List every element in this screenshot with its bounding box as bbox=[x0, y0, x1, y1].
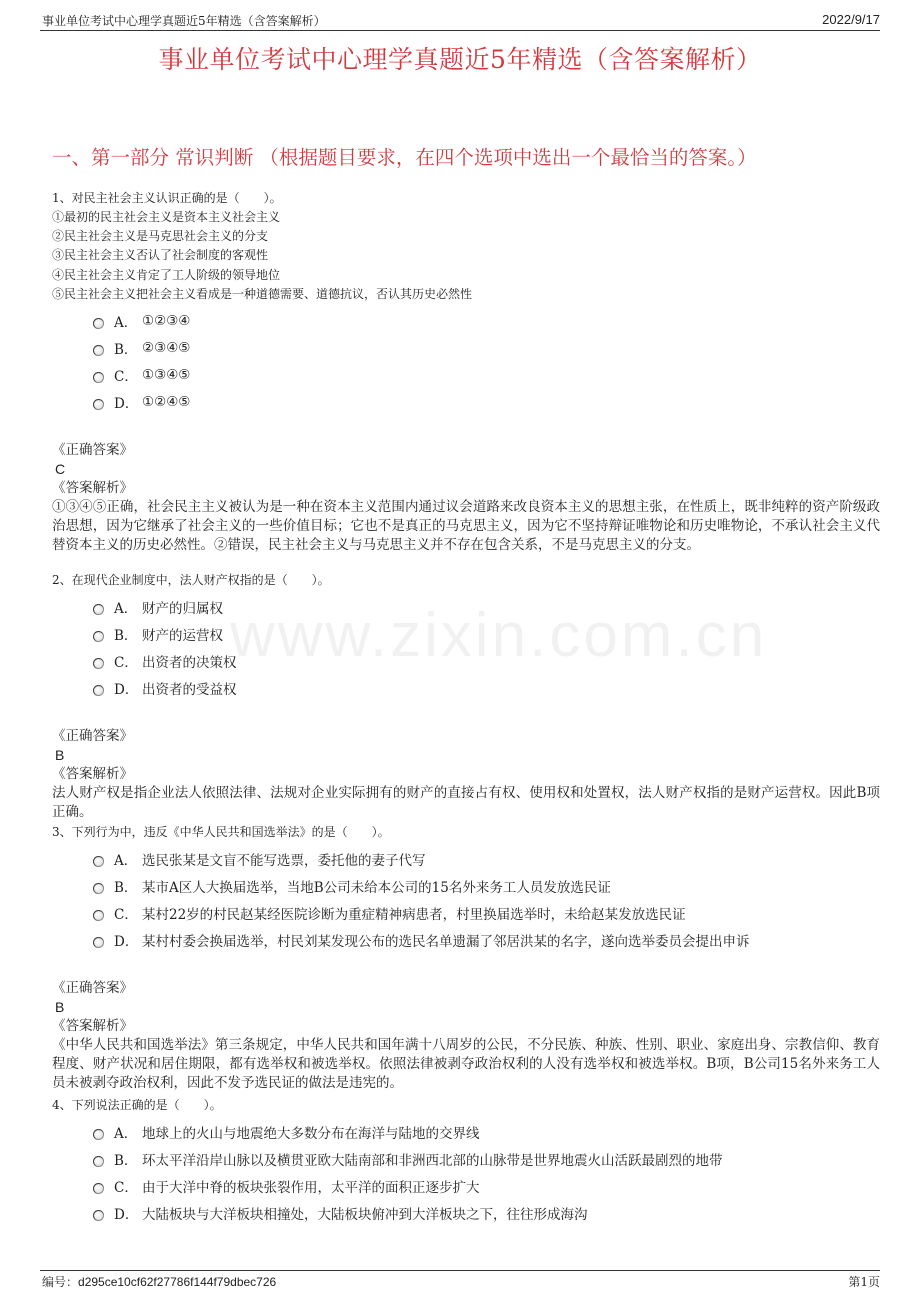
option-c[interactable] bbox=[52, 1172, 880, 1199]
option-text: ②③④⑤ bbox=[142, 339, 191, 356]
statement-item: ①最初的民主社会主义是资本主义社会主义 bbox=[52, 210, 281, 224]
statement-item: ④民主社会主义肯定了工人阶级的领导地位 bbox=[52, 267, 281, 282]
option-text: 选民张某是文盲不能写选票，委托他的妻子代写 bbox=[142, 852, 426, 869]
option-text: 大陆板块与大洋板块相撞处，大陆板块俯冲到大洋板块之下，往往形成海沟 bbox=[142, 1206, 588, 1223]
option-text: ①③④⑤ bbox=[142, 366, 191, 383]
option-letter: C． bbox=[114, 654, 138, 671]
radio-button[interactable] bbox=[93, 685, 104, 696]
option-text: 某村村委会换届选举，村民刘某发现公布的选民名单遗漏了邻居洪某的名字，遂向选举委员会提出申诉 bbox=[142, 933, 750, 950]
statement-item: ⑤民主社会主义把社会主义看成是一种道德需要、道德抗议，否认其历史必然性 bbox=[52, 286, 473, 301]
option-letter: B． bbox=[114, 627, 138, 644]
answer-label: 《正确答案》 bbox=[52, 442, 133, 459]
question-stem: 4、下列说法正确的是（ ）。 bbox=[52, 1098, 222, 1112]
option-c[interactable] bbox=[52, 647, 880, 674]
radio-button[interactable] bbox=[93, 631, 104, 642]
option-letter: A． bbox=[114, 852, 138, 869]
option-text: 某村22岁的村民赵某经医院诊断为重症精神病患者，村里换届选举时，未给赵某发放选民证 bbox=[142, 906, 686, 923]
option-text: 出资者的决策权 bbox=[142, 654, 237, 671]
option-letter: B． bbox=[114, 1152, 138, 1169]
option-letter: C． bbox=[114, 906, 138, 923]
option-c[interactable] bbox=[52, 361, 880, 388]
radio-button[interactable] bbox=[93, 910, 104, 921]
option-list bbox=[52, 1118, 880, 1226]
option-text: ①②④⑤ bbox=[142, 393, 191, 410]
answer-label: 《正确答案》 bbox=[52, 980, 133, 996]
option-text: 由于大洋中脊的板块张裂作用，太平洋的面积正逐步扩大 bbox=[142, 1179, 480, 1196]
option-d[interactable] bbox=[52, 388, 880, 415]
section-heading: 一、第一部分 常识判断 （根据题目要求，在四个选项中选出一个最恰当的答案。） bbox=[52, 146, 757, 169]
option-d[interactable] bbox=[52, 926, 880, 953]
option-a[interactable] bbox=[52, 1118, 880, 1145]
statement-list bbox=[52, 208, 880, 304]
header-date: 2022/9/17 bbox=[822, 12, 880, 27]
option-letter: D． bbox=[114, 395, 139, 412]
question-stem: 1、对民主社会主义认识正确的是（ ）。 bbox=[52, 191, 282, 205]
question-stem: 2、在现代企业制度中，法人财产权指的是（ ）。 bbox=[52, 573, 330, 587]
analysis-text: 《中华人民共和国选举法》第三条规定，中华人民共和国年满十八周岁的公民，不分民族、种族、性别、职业、家庭出身、宗教信仰、教育程度、财产状况和居住期限，都有选举权和被选举权。依照法律被剥夺政治权利的人没有选举权和被选举权。B项，B公司15名外来务工人员未被剥夺政治权利，因此不发予选民证的做法是违宪的。 bbox=[52, 1037, 880, 1091]
answer-block bbox=[52, 727, 880, 822]
option-letter: A． bbox=[114, 314, 138, 331]
radio-button[interactable] bbox=[93, 318, 104, 329]
radio-button[interactable] bbox=[93, 1156, 104, 1167]
answer-block bbox=[52, 441, 880, 555]
answer-value: B bbox=[55, 999, 65, 1015]
option-letter: C． bbox=[114, 368, 138, 385]
option-list bbox=[52, 845, 880, 953]
statement-item: ②民主社会主义是马克思社会主义的分支 bbox=[52, 229, 269, 244]
option-text: 财产的归属权 bbox=[142, 600, 223, 617]
question-2 bbox=[52, 571, 880, 822]
page-number: 第1页 bbox=[848, 1275, 880, 1289]
option-text: ①②③④ bbox=[142, 312, 191, 329]
footer-code-value: d295ce10cf62f27786f144f79dbec726 bbox=[78, 1275, 277, 1289]
option-a[interactable] bbox=[52, 845, 880, 872]
analysis-text: ①③④⑤正确，社会民主主义被认为是一种在资本主义范围内通过议会道路来改良资本主义的思想主张，在性质上，既非纯粹的资产阶级政治思想，因为它继承了社会主义的一些价值目标；它也不是真正的马克思主义，因为它不坚持辩证唯物论和历史唯物论，不承认社会主义代替资本主义的历史必然性。②错误，民主社会主义与马克思主义并不存在包含关系，不是马克思主义的分支。 bbox=[52, 499, 880, 554]
answer-value: C bbox=[55, 461, 66, 478]
option-text: 环太平洋沿岸山脉以及横贯亚欧大陆南部和非洲西北部的山脉带是世界地震火山活跃最剧烈的地带 bbox=[142, 1152, 723, 1169]
analysis-text: 法人财产权是指企业法人依照法律、法规对企业实际拥有的财产的直接占有权、使用权和处置权，法人财产权指的是财产运营权。因此B项正确。 bbox=[52, 785, 880, 820]
option-text: 财产的运营权 bbox=[142, 627, 223, 644]
radio-button[interactable] bbox=[93, 1210, 104, 1221]
radio-button[interactable] bbox=[93, 399, 104, 410]
option-letter: B． bbox=[114, 341, 138, 358]
option-list bbox=[52, 307, 880, 415]
option-a[interactable] bbox=[52, 593, 880, 620]
footer-divider bbox=[40, 1270, 880, 1271]
option-text: 出资者的受益权 bbox=[142, 681, 237, 698]
option-a[interactable] bbox=[52, 307, 880, 334]
option-b[interactable] bbox=[52, 620, 880, 647]
option-b[interactable] bbox=[52, 334, 880, 361]
option-list bbox=[52, 593, 880, 701]
question-1 bbox=[52, 189, 880, 555]
option-letter: B． bbox=[114, 879, 138, 896]
analysis-label: 《答案解析》 bbox=[52, 480, 133, 497]
radio-button[interactable] bbox=[93, 658, 104, 669]
option-b[interactable] bbox=[52, 872, 880, 899]
option-letter: C． bbox=[114, 1179, 138, 1196]
option-d[interactable] bbox=[52, 674, 880, 701]
option-letter: A． bbox=[114, 600, 138, 617]
question-stem: 3、下列行为中，违反《中华人民共和国选举法》的是（ ）。 bbox=[52, 825, 390, 839]
radio-button[interactable] bbox=[93, 937, 104, 948]
footer-code-label: 编号： bbox=[42, 1275, 79, 1289]
option-d[interactable] bbox=[52, 1199, 880, 1226]
option-text: 地球上的火山与地震绝大多数分布在海洋与陆地的交界线 bbox=[142, 1125, 480, 1142]
answer-label: 《正确答案》 bbox=[52, 728, 133, 744]
radio-button[interactable] bbox=[93, 345, 104, 356]
radio-button[interactable] bbox=[93, 604, 104, 615]
option-letter: D． bbox=[114, 933, 139, 950]
answer-block bbox=[52, 979, 880, 1093]
analysis-label: 《答案解析》 bbox=[52, 1018, 133, 1034]
question-3 bbox=[52, 823, 880, 1093]
option-b[interactable] bbox=[52, 1145, 880, 1172]
header-divider bbox=[40, 30, 880, 31]
footer-document-code bbox=[42, 1273, 276, 1290]
analysis-label: 《答案解析》 bbox=[52, 766, 133, 782]
page-title: 事业单位考试中心理学真题近5年精选（含答案解析） bbox=[158, 45, 762, 74]
option-c[interactable] bbox=[52, 899, 880, 926]
radio-button[interactable] bbox=[93, 372, 104, 383]
radio-button[interactable] bbox=[93, 1183, 104, 1194]
option-letter: D． bbox=[114, 1206, 139, 1223]
radio-button[interactable] bbox=[93, 883, 104, 894]
answer-value: B bbox=[55, 747, 65, 763]
radio-button[interactable] bbox=[93, 856, 104, 867]
statement-item: ③民主社会主义否认了社会制度的客观性 bbox=[52, 248, 269, 263]
header-document-title: 事业单位考试中心理学真题近5年精选（含答案解析） bbox=[42, 14, 326, 28]
option-letter: D． bbox=[114, 681, 139, 698]
option-text: 某市A区人大换届选举，当地B公司未给本公司的15名外来务工人员发放选民证 bbox=[142, 879, 611, 896]
option-letter: A． bbox=[114, 1125, 138, 1142]
watermark: www.zixin.com.cn bbox=[230, 601, 768, 670]
radio-button[interactable] bbox=[93, 1129, 104, 1140]
question-4 bbox=[52, 1096, 880, 1226]
